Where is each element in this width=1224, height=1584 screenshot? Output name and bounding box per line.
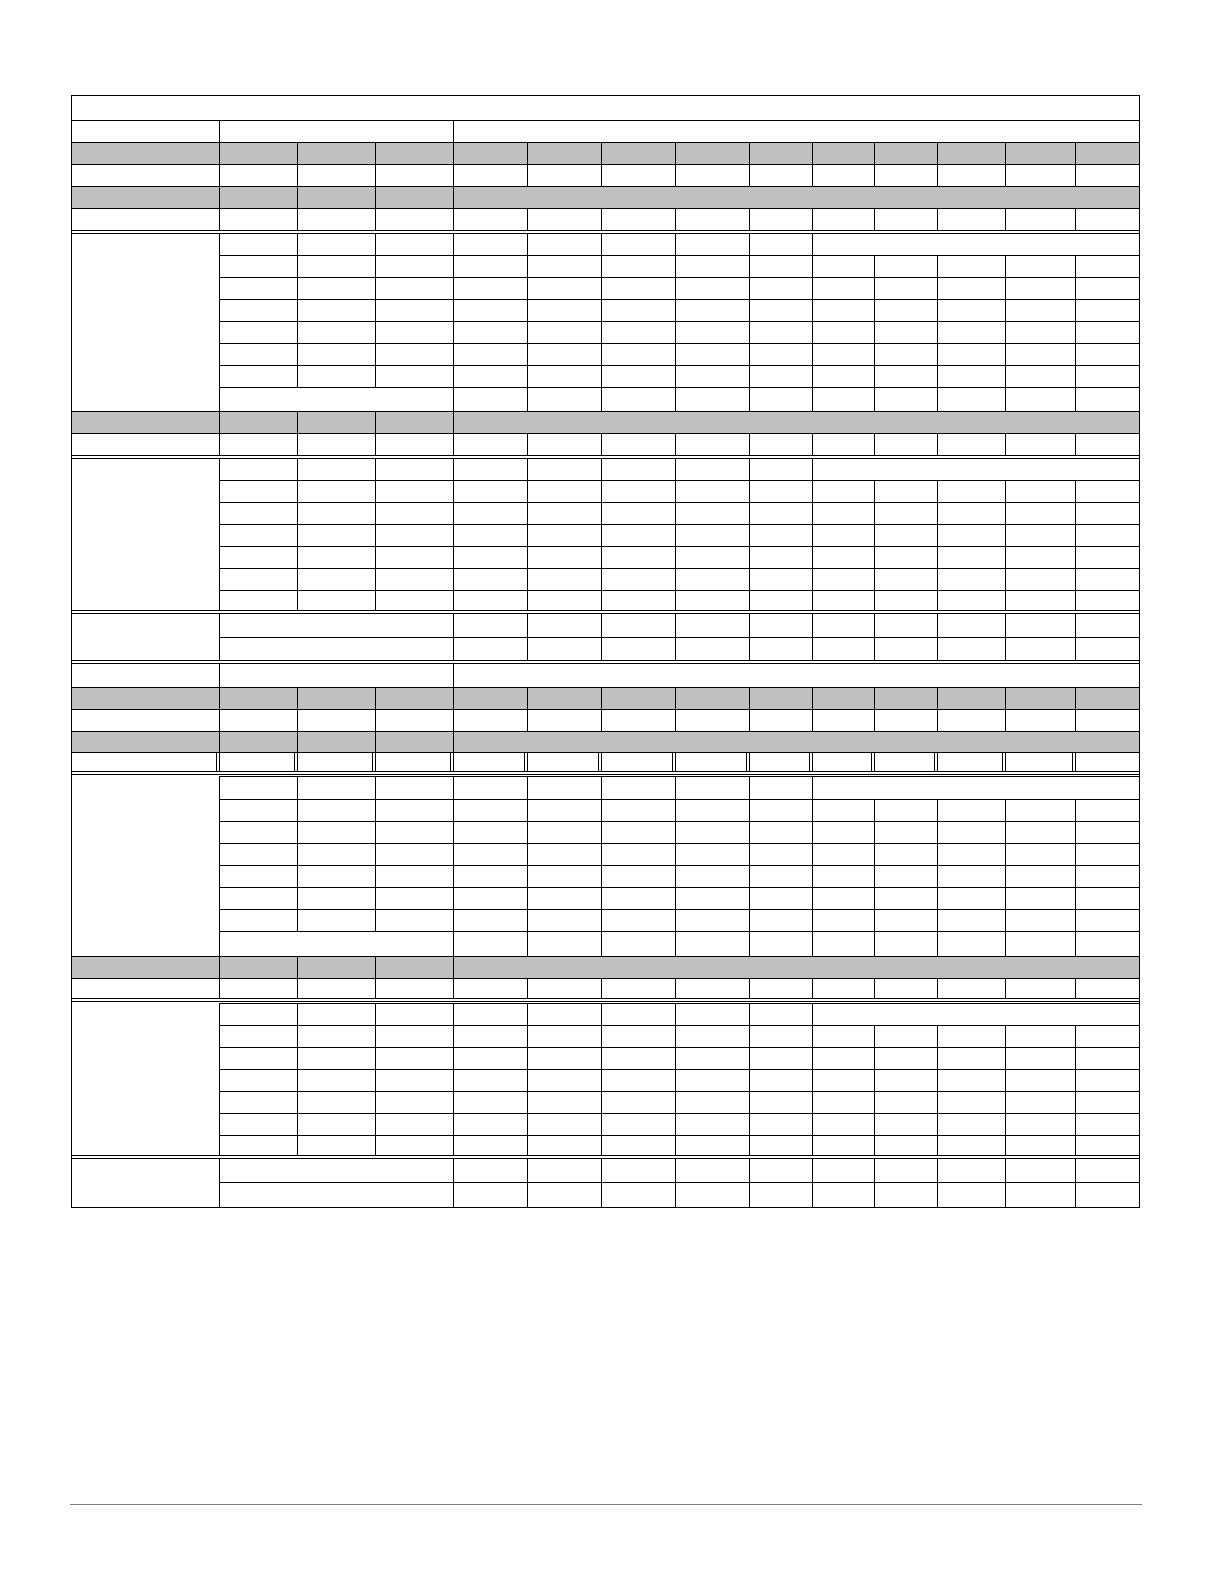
shaded-header-row [71, 731, 1139, 752]
shaded-header-row [71, 186, 1139, 208]
footer-rule [70, 1504, 1142, 1505]
shaded-header-row [71, 687, 1139, 709]
shaded-header-row [71, 142, 1139, 164]
shaded-header-row [71, 411, 1139, 433]
shaded-header-row [71, 956, 1139, 978]
